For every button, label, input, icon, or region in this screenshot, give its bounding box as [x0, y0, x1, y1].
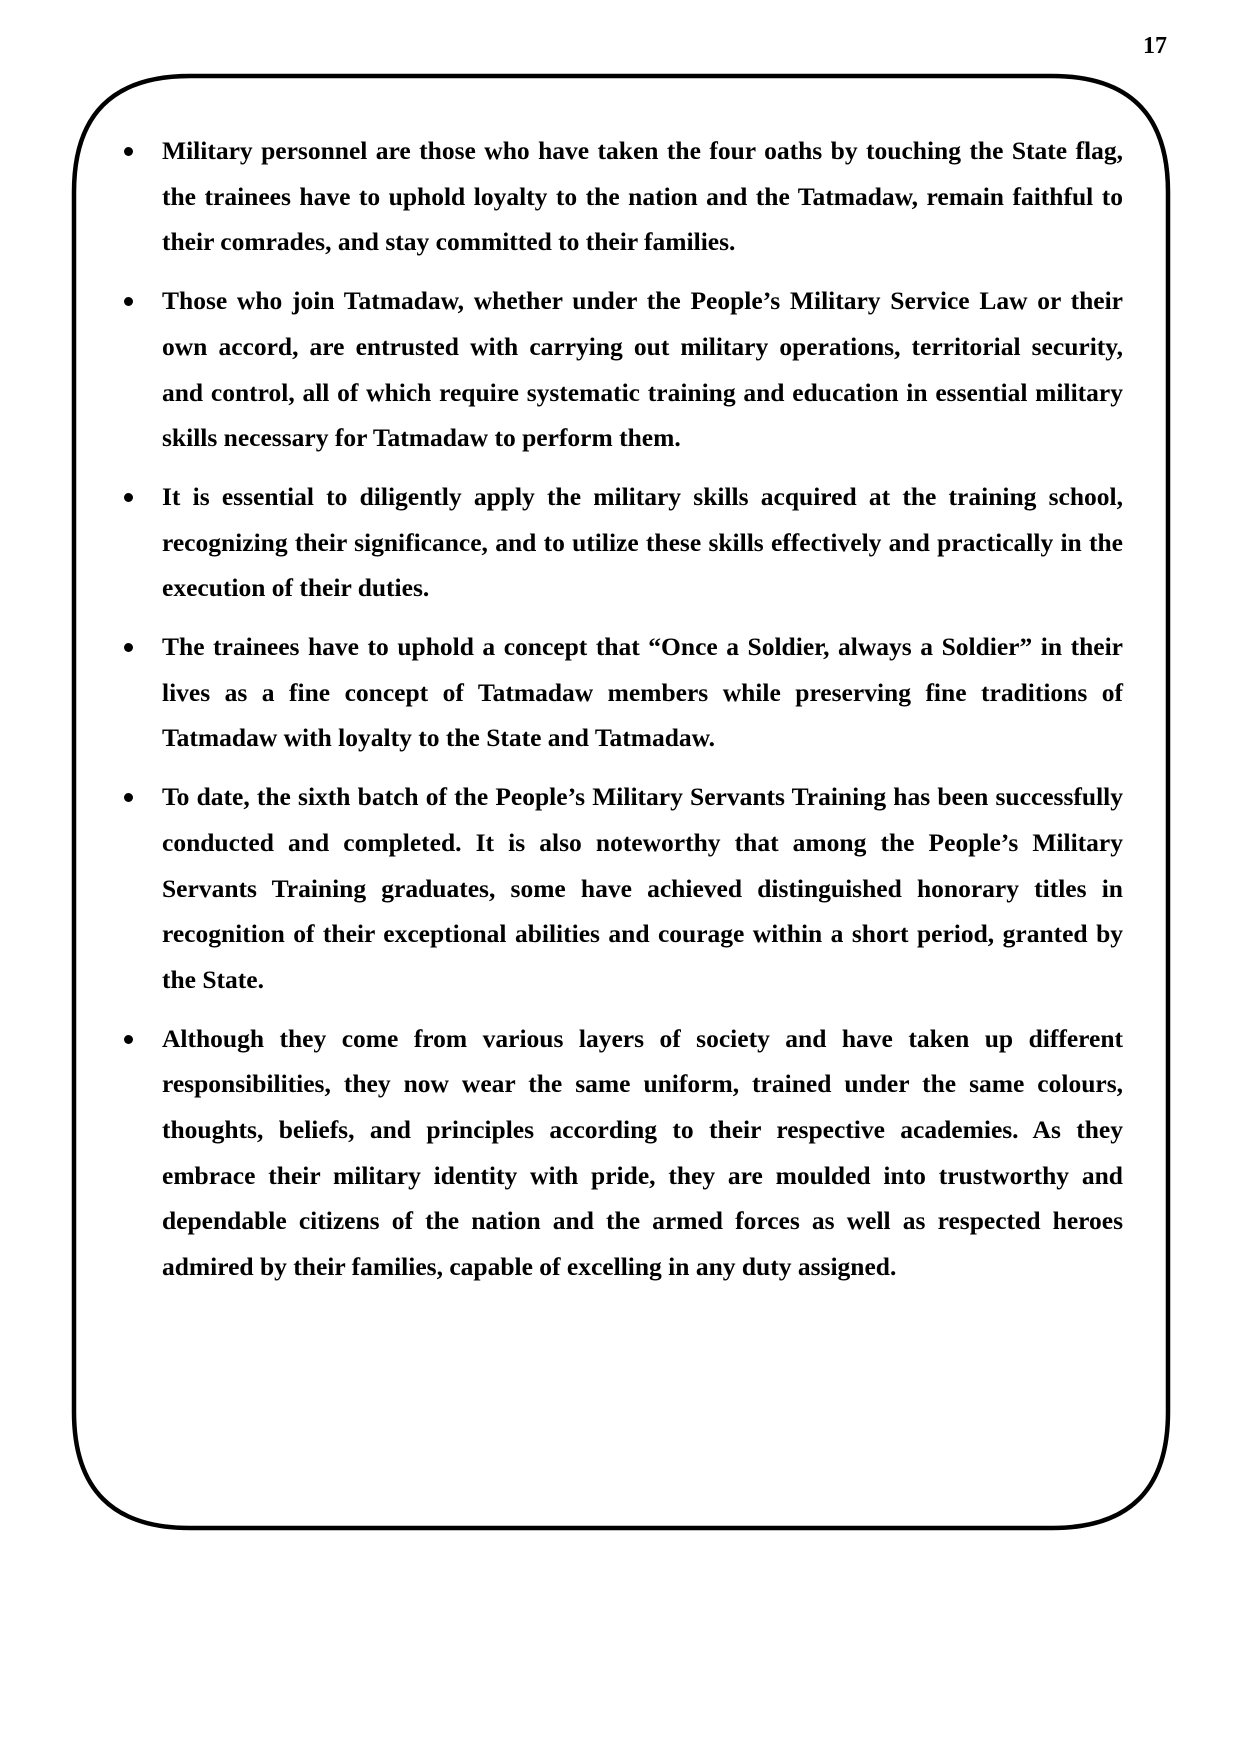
- bullet-icon: [124, 793, 133, 802]
- bullet-icon: [124, 643, 133, 652]
- content-area: [118, 128, 1123, 1303]
- bullet-text: Those who join Tatmadaw, whether under the People’s Military Service Law or their own accord, are entrusted with carrying out military operations, territorial security, and control, all of which require systematic training and education in essential military skills necessary for Tatmadaw to perform them.: [162, 286, 1123, 453]
- bullet-text: It is essential to diligently apply the military skills acquired at the training school, recognizing their significance, and to utilize these skills effectively and practically in the execution of their duties.: [162, 481, 1123, 603]
- bullet-list: [118, 128, 1123, 1290]
- bullet-icon: [124, 1035, 133, 1044]
- bullet-text: The trainees have to uphold a concept that “Once a Soldier, always a Soldier” in their lives as a fine concept of Tatmadaw members while preserving fine traditions of Tatmadaw with loyalty to the State and Tatmadaw.: [162, 632, 1123, 753]
- bullet-item: [118, 474, 1123, 611]
- bullet-item: [118, 624, 1123, 761]
- bullet-icon: [124, 493, 133, 502]
- bullet-text: To date, the sixth batch of the People’s Military Servants Training has been successfully conducted and completed. It is also noteworthy that among the People’s Military Servants Training graduates, some have achieved distinguished honorary titles in recognition of their exceptional abilities and courage within a short period, granted by the State.: [162, 782, 1123, 994]
- bullet-item: [118, 774, 1123, 1003]
- page-number: 17: [1143, 33, 1167, 59]
- bullet-text: Military personnel are those who have taken the four oaths by touching the State flag, the trainees have to uphold loyalty to the nation and the Tatmadaw, remain faithful to their comrades, and stay committed to their families.: [162, 136, 1123, 257]
- bullet-icon: [124, 297, 133, 306]
- bullet-item: [118, 128, 1123, 265]
- bullet-item: [118, 278, 1123, 461]
- bullet-text: Although they come from various layers of society and have taken up different responsibilities, they now wear the same uniform, trained under the same colours, thoughts, beliefs, and principles according to their respective academies. As they embrace their military identity with pride, they are moulded into trustworthy and dependable citizens of the nation and the armed forces as well as respected heroes admired by their families, capable of excelling in any duty assigned.: [162, 1023, 1123, 1282]
- bullet-item: [118, 1016, 1123, 1290]
- bullet-icon: [124, 147, 133, 156]
